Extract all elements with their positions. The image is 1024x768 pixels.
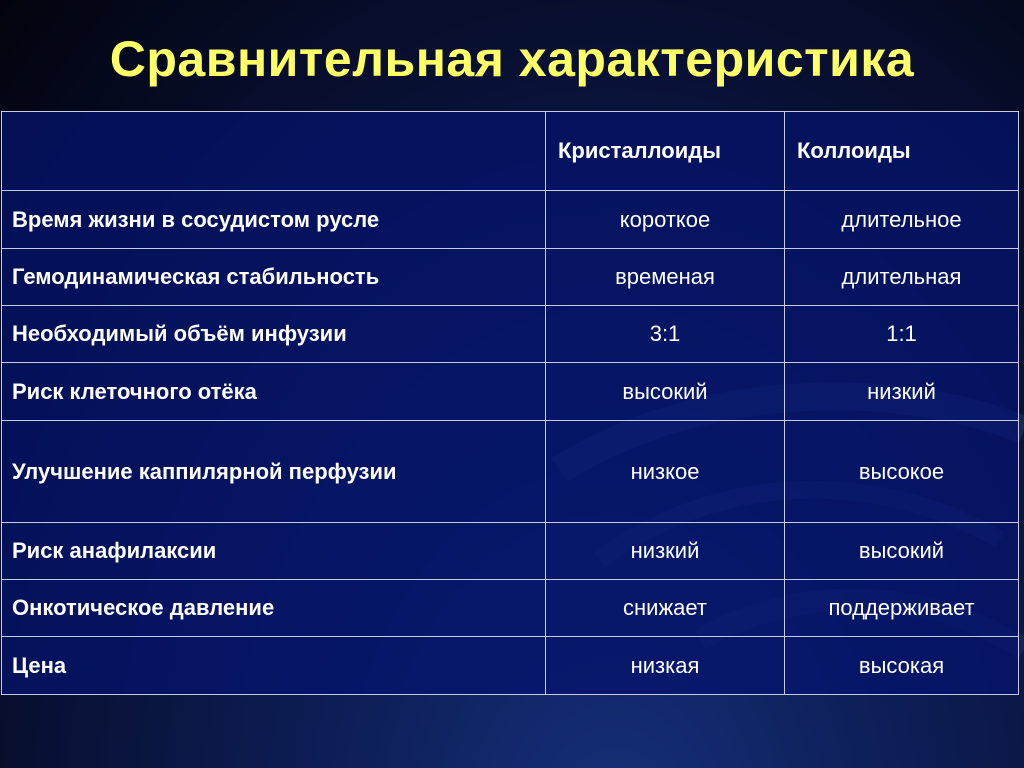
row-label: Улучшение каппилярной перфузии bbox=[2, 421, 546, 523]
row-label: Онкотическое давление bbox=[2, 580, 546, 637]
row-label: Гемодинамическая стабильность bbox=[2, 249, 546, 306]
header-empty-cell bbox=[2, 112, 546, 191]
crystalloids-value: временая bbox=[546, 249, 785, 306]
table-row bbox=[2, 363, 1019, 421]
table-header-row bbox=[2, 112, 1019, 191]
crystalloids-value: низкая bbox=[546, 637, 785, 695]
colloids-value: высокая bbox=[785, 637, 1019, 695]
colloids-value: 1:1 bbox=[785, 306, 1019, 363]
colloids-value: поддерживает bbox=[785, 580, 1019, 637]
row-label: Риск клеточного отёка bbox=[2, 363, 546, 421]
row-label: Необходимый объём инфузии bbox=[2, 306, 546, 363]
header-crystalloids: Кристаллоиды bbox=[546, 112, 785, 191]
comparison-table bbox=[1, 111, 1019, 695]
crystalloids-value: низкий bbox=[546, 523, 785, 580]
colloids-value: длительная bbox=[785, 249, 1019, 306]
crystalloids-value: высокий bbox=[546, 363, 785, 421]
crystalloids-value: снижает bbox=[546, 580, 785, 637]
table-row bbox=[2, 523, 1019, 580]
row-label: Время жизни в сосудистом русле bbox=[2, 191, 546, 249]
crystalloids-value: низкое bbox=[546, 421, 785, 523]
colloids-value: длительное bbox=[785, 191, 1019, 249]
row-label: Цена bbox=[2, 637, 546, 695]
header-colloids: Коллоиды bbox=[785, 112, 1019, 191]
colloids-value: низкий bbox=[785, 363, 1019, 421]
colloids-value: высокое bbox=[785, 421, 1019, 523]
page-title: Сравнительная характеристика bbox=[109, 31, 915, 87]
table-row bbox=[2, 249, 1019, 306]
colloids-value: высокий bbox=[785, 523, 1019, 580]
row-label: Риск анафилаксии bbox=[2, 523, 546, 580]
crystalloids-value: 3:1 bbox=[546, 306, 785, 363]
table-row bbox=[2, 306, 1019, 363]
table-row bbox=[2, 421, 1019, 523]
crystalloids-value: короткое bbox=[546, 191, 785, 249]
table-row bbox=[2, 580, 1019, 637]
table-row bbox=[2, 637, 1019, 695]
table-row bbox=[2, 191, 1019, 249]
